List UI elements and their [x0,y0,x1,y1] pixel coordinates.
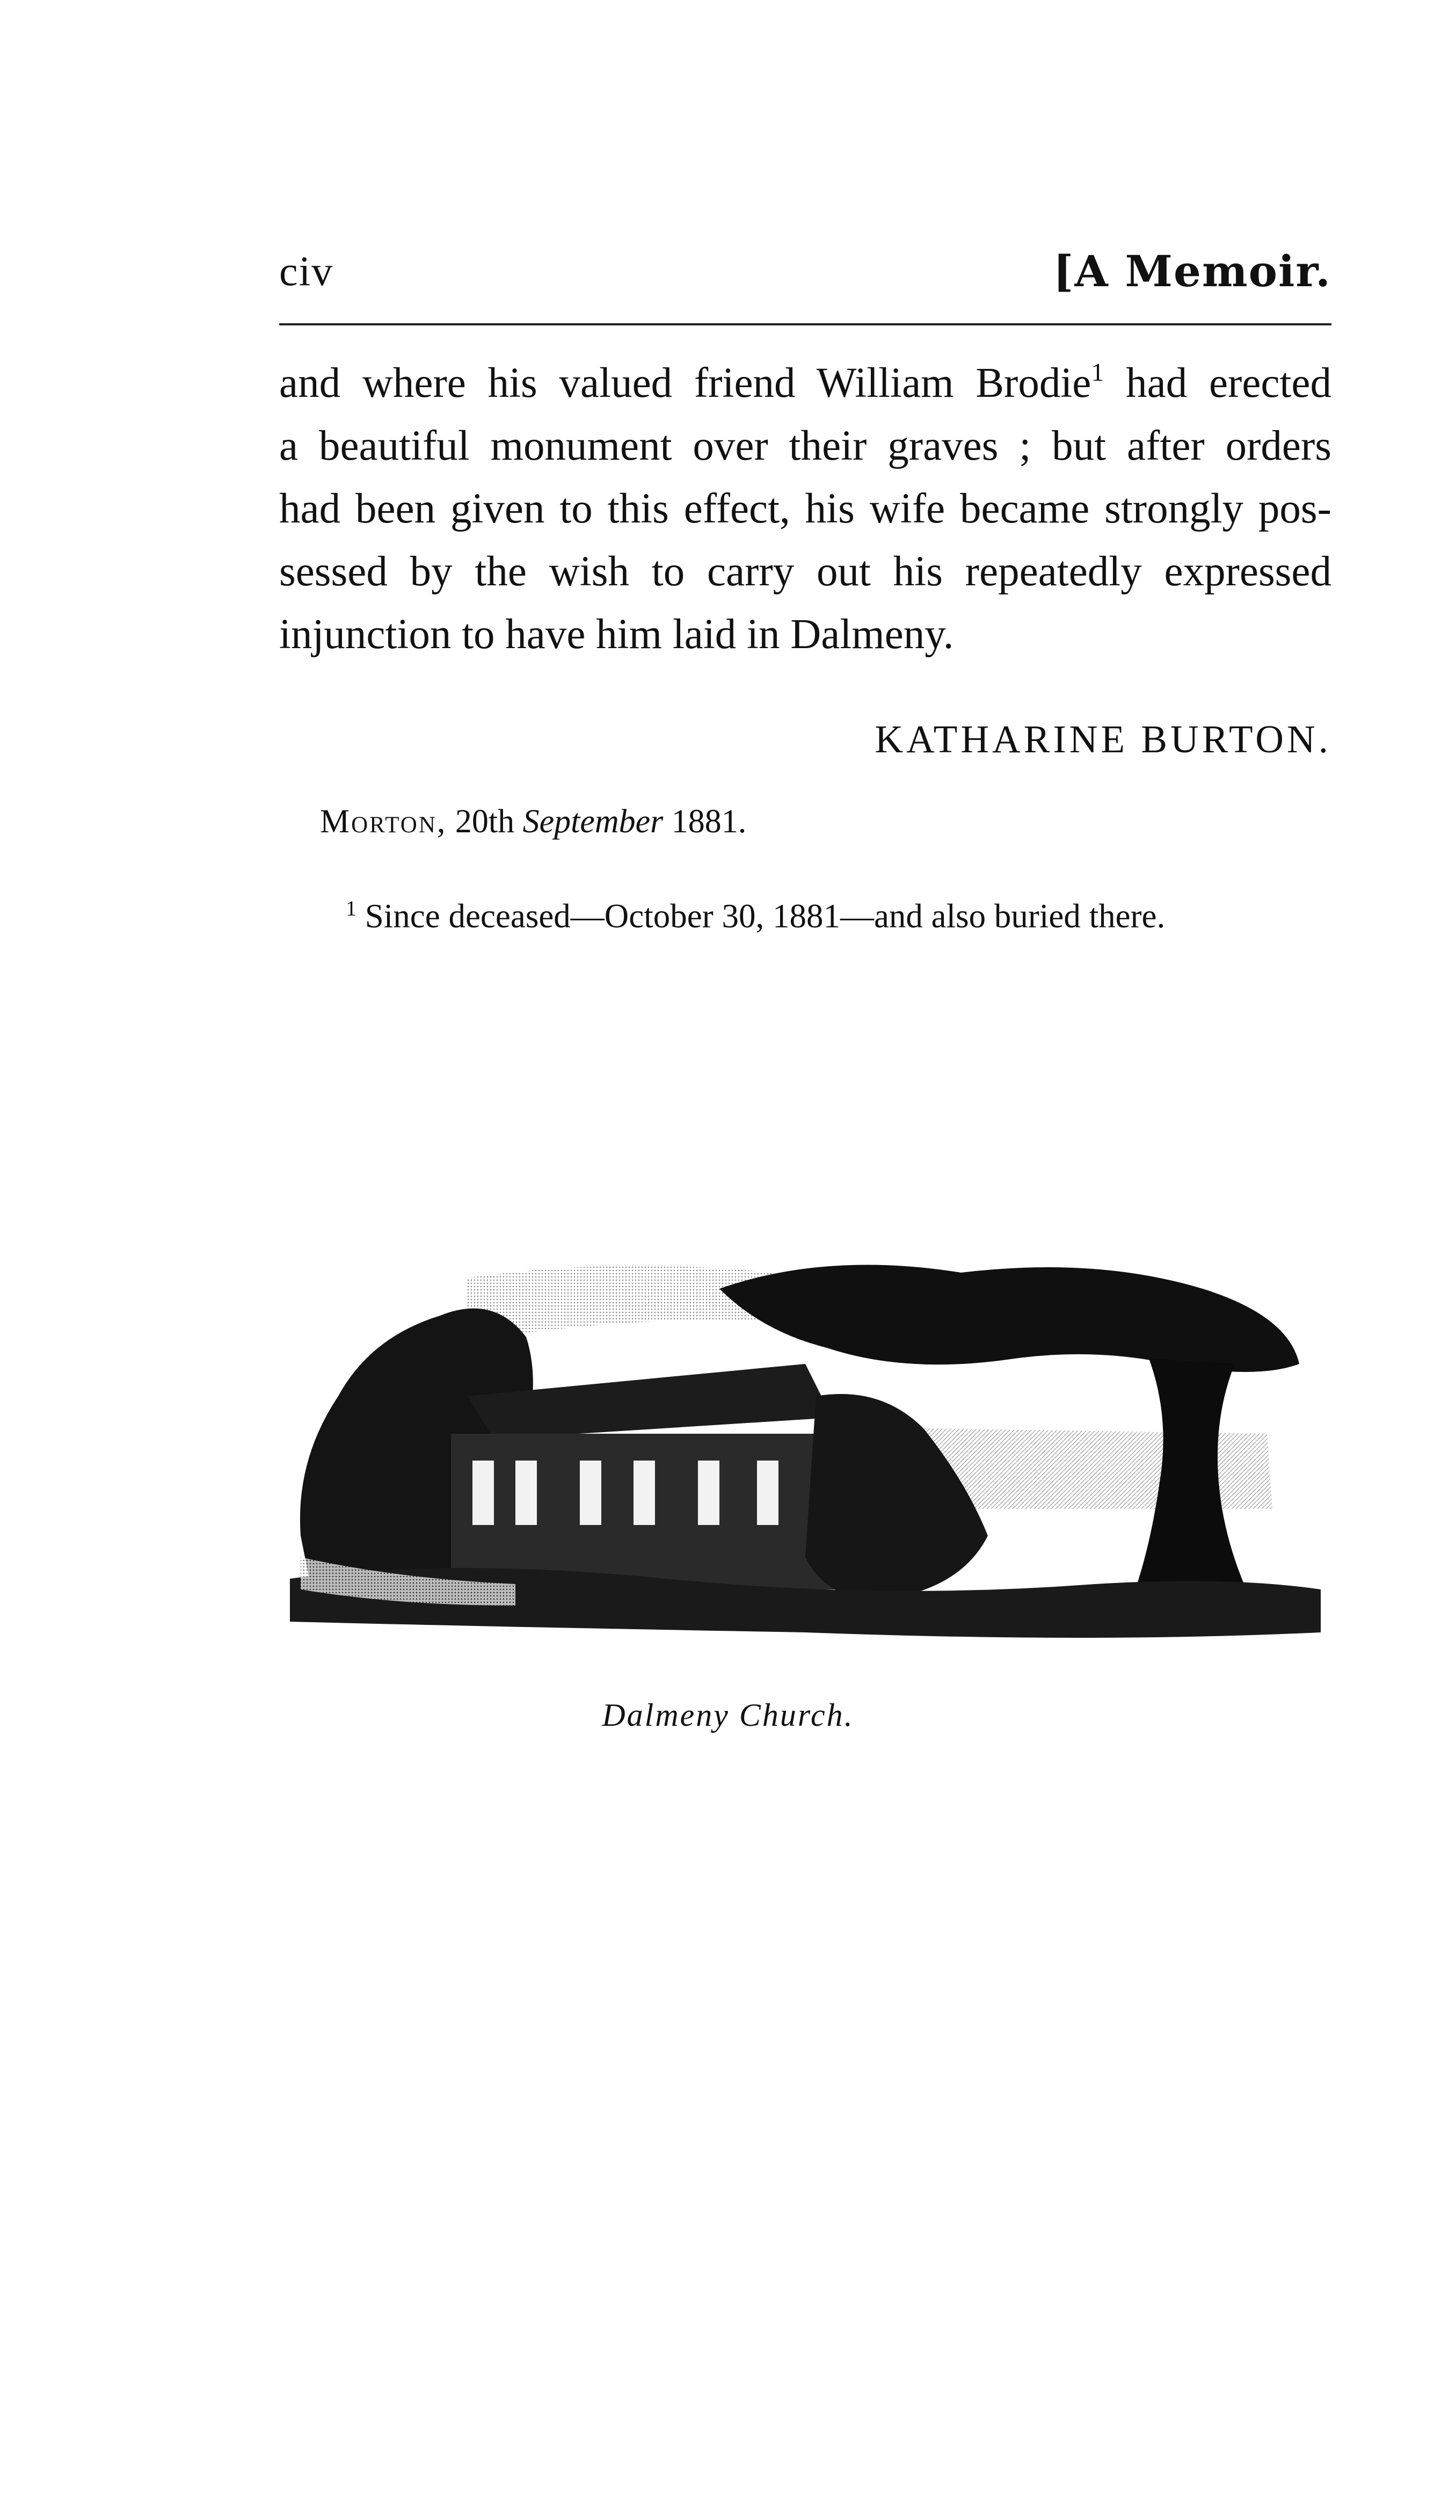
text-line: sessed by the wish to carry out his repeatedly expressed [279,548,1331,595]
window [580,1461,601,1525]
illustration-caption: Dalmeny Church. [602,1697,854,1733]
window [515,1461,537,1525]
footnote-marker: 1 [346,896,356,920]
dateline-place: Morton, [320,803,447,840]
text-line: a beautiful monument over their graves ; but after orders [279,423,1331,469]
header-rule [279,323,1331,325]
middle-shrubs [805,1394,988,1600]
text-line: injunction to have him laid in Dalmeny. [279,611,954,658]
text-line: and where his valued friend William Brodie$^1$ had erected [279,358,1331,406]
footnote-reference: 1 [1091,358,1104,387]
tree-canopy [719,1265,1299,1372]
dateline-month: September [522,803,664,840]
window [757,1461,778,1525]
dateline-year: 1881. [671,803,747,840]
text-line: had been given to this effect, his wife became strongly pos- [279,485,1331,532]
running-head [279,236,1331,301]
page-number: civ [279,248,334,294]
church-engraving [290,1257,1321,1643]
dateline [320,803,746,841]
body-paragraph [279,352,1331,666]
dateline-day: 20th [455,803,515,840]
footnote-text: Since deceased—October 30, 1881—and also buried there. [365,897,1166,935]
window [472,1461,494,1525]
window [698,1461,719,1525]
running-title: [A Memoir. [1053,246,1331,296]
footnote [346,897,1165,936]
window [634,1461,655,1525]
author-signature: KATHARINE BURTON. [875,717,1331,761]
